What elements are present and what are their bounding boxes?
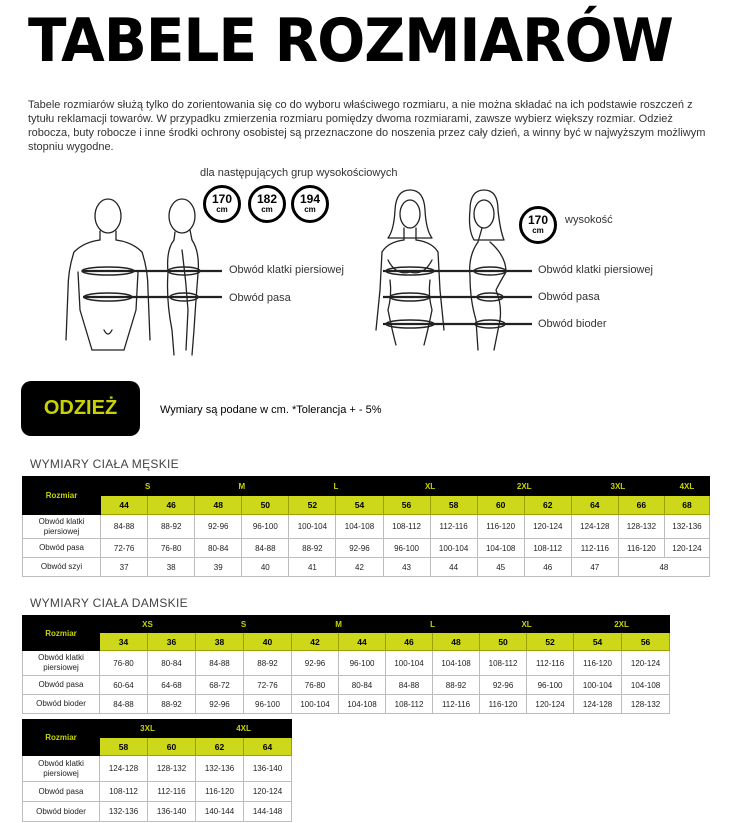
cell: 108-112 — [100, 782, 148, 802]
size-number: 42 — [292, 633, 339, 651]
cell: 92-96 — [480, 676, 527, 695]
cell: 112-116 — [433, 695, 480, 714]
cell: 92-96 — [195, 515, 242, 539]
cell: 132-136 — [664, 515, 709, 539]
cell: 76-80 — [100, 651, 148, 676]
cell: 128-132 — [622, 695, 670, 714]
size-number: 50 — [480, 633, 527, 651]
cell: 72-76 — [101, 539, 148, 558]
height-badge-194: 194 cm — [291, 185, 329, 223]
cell: 45 — [477, 558, 524, 577]
height-groups-label: dla następujących grup wysokościowych — [200, 167, 398, 179]
size-number: 58 — [100, 738, 148, 756]
cell: 104-108 — [622, 676, 670, 695]
size-number: 48 — [195, 496, 242, 515]
row-label: Obwód bioder — [23, 802, 100, 822]
row-label: Obwód bioder — [23, 695, 100, 714]
cell: 116-120 — [477, 515, 524, 539]
cell: 84-88 — [101, 515, 148, 539]
cell: 88-92 — [433, 676, 480, 695]
cell: 132-136 — [100, 802, 148, 822]
cell: 108-112 — [383, 515, 430, 539]
table-row — [23, 515, 710, 539]
size-number: 56 — [622, 633, 670, 651]
cell: 84-88 — [242, 539, 289, 558]
size-group-header: 4XL — [664, 477, 709, 496]
table-row — [23, 695, 670, 714]
cell: 88-92 — [148, 515, 195, 539]
cell: 48 — [618, 558, 709, 577]
cell: 104-108 — [336, 515, 383, 539]
height-badge-female-170: 170 cm — [519, 206, 557, 244]
table-row — [23, 756, 292, 782]
size-number: 44 — [339, 633, 386, 651]
cell: 37 — [101, 558, 148, 577]
rozmiar-header: Rozmiar — [23, 616, 100, 651]
size-group-header: 2XL — [477, 477, 571, 496]
cell: 88-92 — [289, 539, 336, 558]
cell: 43 — [383, 558, 430, 577]
cell: 116-120 — [480, 695, 527, 714]
size-number: 34 — [100, 633, 148, 651]
cell: 144-148 — [244, 802, 292, 822]
row-label: Obwód klatki piersiowej — [23, 756, 100, 782]
cell: 104-108 — [477, 539, 524, 558]
cell: 80-84 — [195, 539, 242, 558]
size-number: 68 — [664, 496, 709, 515]
size-number: 36 — [148, 633, 196, 651]
cell: 116-120 — [574, 651, 622, 676]
size-number: 64 — [244, 738, 292, 756]
size-number: 50 — [242, 496, 289, 515]
women-size-table — [22, 615, 670, 714]
cell: 76-80 — [292, 676, 339, 695]
male-waist-label: Obwód pasa — [229, 292, 291, 304]
size-number: 66 — [618, 496, 664, 515]
cell: 84-88 — [386, 676, 433, 695]
height-badge-182: 182 cm — [248, 185, 286, 223]
row-label: Obwód klatki piersiowej — [23, 651, 100, 676]
cell: 100-104 — [574, 676, 622, 695]
cell: 96-100 — [244, 695, 292, 714]
men-section-title: WYMIARY CIAŁA MĘSKIE — [30, 457, 179, 471]
size-number: 52 — [289, 496, 336, 515]
size-group-header: S — [101, 477, 195, 496]
row-label: Obwód pasa — [23, 676, 100, 695]
cell: 84-88 — [196, 651, 244, 676]
size-number: 46 — [386, 633, 433, 651]
cell: 92-96 — [196, 695, 244, 714]
size-number: 38 — [196, 633, 244, 651]
intro-text: Tabele rozmiarów służą tylko do zorientowania się co do wyboru właściwego rozmiaru, a nie można składać na ich podstawie roszczeń z tytułu reklamacji towarów. W przypadku zmierzenia rozmiaru pomiędzy dwoma rozmiarami, zawsze wybierz większy rozmiar. Odzież robocza, buty robocze i inne środki ochrony osobistej są przeznaczone do noszenia przez cały dzień, a winny być w najwyższym możliwym stopniu wygodne. — [28, 99, 706, 153]
size-group-header: XL — [480, 616, 574, 633]
cell: 46 — [524, 558, 571, 577]
clothing-badge: ODZIEŻ — [21, 381, 140, 436]
cell: 60-64 — [100, 676, 148, 695]
male-side-figure — [168, 199, 199, 355]
cell: 92-96 — [336, 539, 383, 558]
cell: 120-124 — [244, 782, 292, 802]
size-group-header: S — [196, 616, 292, 633]
cell: 116-120 — [196, 782, 244, 802]
page-title: TABELE ROZMIARÓW — [28, 6, 673, 76]
cell: 128-132 — [148, 756, 196, 782]
cell: 104-108 — [339, 695, 386, 714]
size-number: 44 — [101, 496, 148, 515]
cell: 112-116 — [571, 539, 618, 558]
cell: 108-112 — [524, 539, 571, 558]
size-number: 62 — [196, 738, 244, 756]
height-label: wysokość — [565, 214, 613, 226]
row-label: Obwód pasa — [23, 782, 100, 802]
cell: 96-100 — [339, 651, 386, 676]
cell: 40 — [242, 558, 289, 577]
size-number: 64 — [571, 496, 618, 515]
row-label: Obwód szyi — [23, 558, 101, 577]
male-chest-label: Obwód klatki piersiowej — [229, 264, 344, 276]
size-group-header: 4XL — [196, 720, 292, 738]
table-row — [23, 539, 710, 558]
cell: 116-120 — [618, 539, 664, 558]
cell: 136-140 — [244, 756, 292, 782]
cell: 39 — [195, 558, 242, 577]
cell: 41 — [289, 558, 336, 577]
cell: 88-92 — [244, 651, 292, 676]
row-label: Obwód pasa — [23, 539, 101, 558]
size-number: 56 — [383, 496, 430, 515]
cell: 44 — [430, 558, 477, 577]
size-group-header: L — [386, 616, 480, 633]
size-number: 52 — [527, 633, 574, 651]
cell: 80-84 — [339, 676, 386, 695]
cell: 112-116 — [527, 651, 574, 676]
cell: 132-136 — [196, 756, 244, 782]
cell: 100-104 — [289, 515, 336, 539]
cell: 68-72 — [196, 676, 244, 695]
cell: 92-96 — [292, 651, 339, 676]
cell: 108-112 — [386, 695, 433, 714]
cell: 124-128 — [574, 695, 622, 714]
table-row — [23, 651, 670, 676]
cell: 38 — [148, 558, 195, 577]
size-group-header: 3XL — [100, 720, 196, 738]
table-row — [23, 558, 710, 577]
women-section-title: WYMIARY CIAŁA DAMSKIE — [30, 596, 188, 610]
size-number: 62 — [524, 496, 571, 515]
cell: 124-128 — [571, 515, 618, 539]
cell: 100-104 — [430, 539, 477, 558]
cell: 100-104 — [292, 695, 339, 714]
female-chest-label: Obwód klatki piersiowej — [538, 264, 653, 276]
size-number: 54 — [574, 633, 622, 651]
cell: 112-116 — [430, 515, 477, 539]
men-size-table — [22, 476, 710, 577]
cell: 42 — [336, 558, 383, 577]
cell: 96-100 — [242, 515, 289, 539]
cell: 47 — [571, 558, 618, 577]
size-number: 40 — [244, 633, 292, 651]
cell: 120-124 — [527, 695, 574, 714]
cell: 112-116 — [148, 782, 196, 802]
size-group-header: 2XL — [574, 616, 670, 633]
size-group-header: M — [195, 477, 289, 496]
cell: 80-84 — [148, 651, 196, 676]
cell: 64-68 — [148, 676, 196, 695]
cell: 140-144 — [196, 802, 244, 822]
size-number: 60 — [148, 738, 196, 756]
cell: 104-108 — [433, 651, 480, 676]
female-waist-label: Obwód pasa — [538, 291, 600, 303]
cell: 120-124 — [664, 539, 709, 558]
cell: 124-128 — [100, 756, 148, 782]
size-number: 60 — [477, 496, 524, 515]
table-row — [23, 676, 670, 695]
cell: 72-76 — [244, 676, 292, 695]
measurement-note: Wymiary są podane w cm. *Tolerancja + - 5% — [160, 404, 382, 416]
cell: 96-100 — [527, 676, 574, 695]
size-number: 46 — [148, 496, 195, 515]
size-group-header: L — [289, 477, 383, 496]
size-number: 48 — [433, 633, 480, 651]
size-number: 54 — [336, 496, 383, 515]
size-group-header: M — [292, 616, 386, 633]
cell: 76-80 — [148, 539, 195, 558]
female-hips-label: Obwód bioder — [538, 318, 607, 330]
cell: 96-100 — [383, 539, 430, 558]
women-size-table-extended — [22, 719, 292, 822]
cell: 88-92 — [148, 695, 196, 714]
cell: 108-112 — [480, 651, 527, 676]
cell: 100-104 — [386, 651, 433, 676]
size-group-header: XL — [383, 477, 477, 496]
cell: 120-124 — [622, 651, 670, 676]
rozmiar-header: Rozmiar — [23, 477, 101, 515]
table-row — [23, 802, 292, 822]
cell: 120-124 — [524, 515, 571, 539]
size-number: 58 — [430, 496, 477, 515]
row-label: Obwód klatki piersiowej — [23, 515, 101, 539]
cell: 136-140 — [148, 802, 196, 822]
table-row — [23, 782, 292, 802]
size-group-header: XS — [100, 616, 196, 633]
rozmiar-header: Rozmiar — [23, 720, 100, 756]
cell: 84-88 — [100, 695, 148, 714]
size-group-header: 3XL — [571, 477, 664, 496]
cell: 128-132 — [618, 515, 664, 539]
height-badge-170: 170 cm — [203, 185, 241, 223]
